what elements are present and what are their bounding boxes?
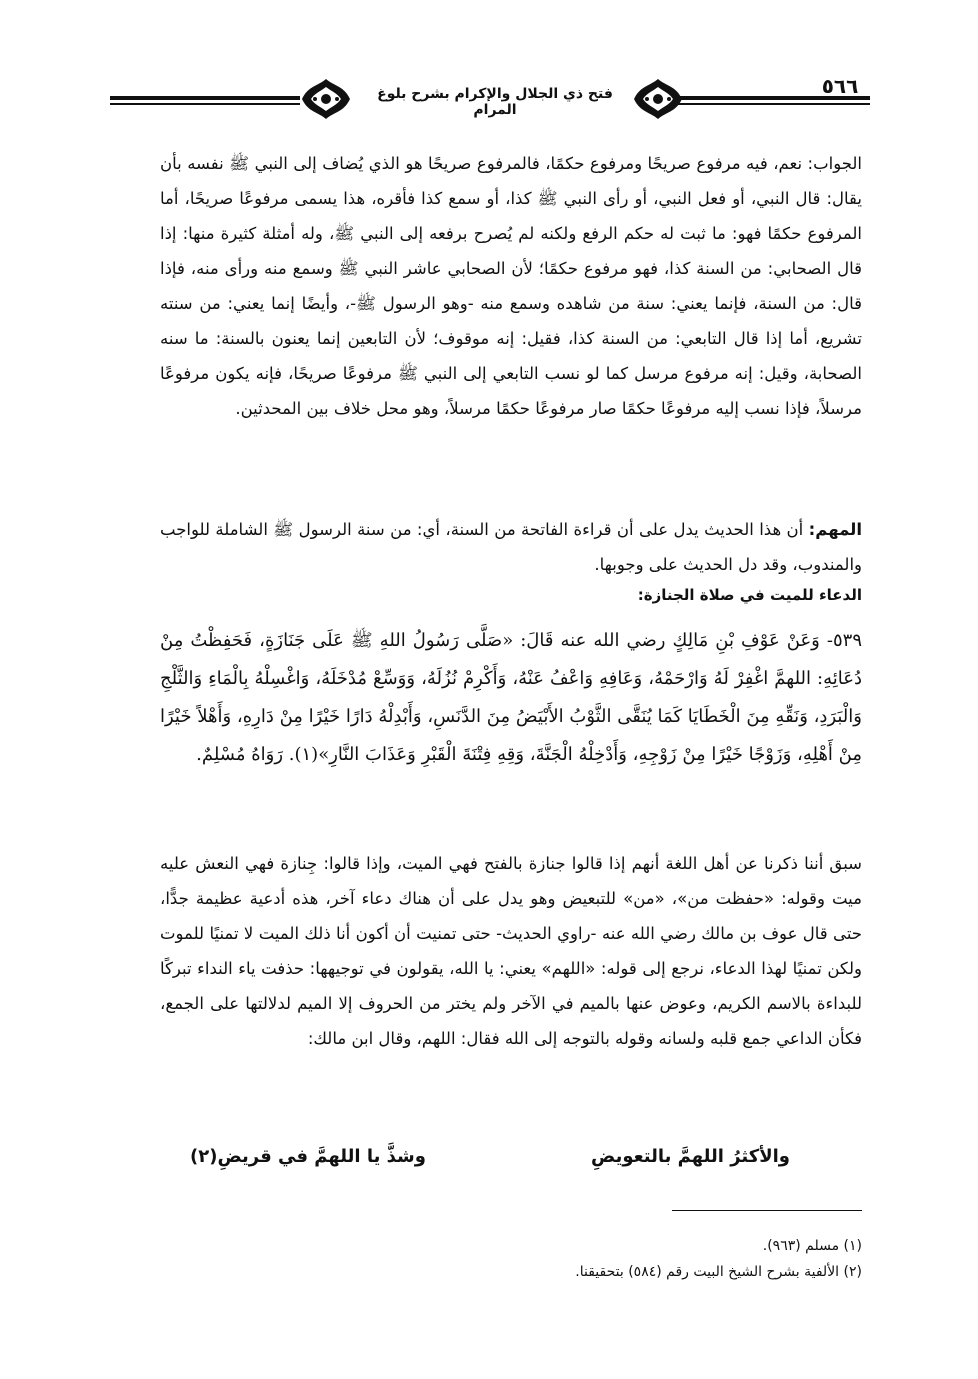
footnote-2: (٢) الألفية بشرح الشيخ البيت رقم (٥٨٤) بتحقيقنا. — [575, 1264, 862, 1280]
page-header — [110, 72, 870, 132]
verse-first-hemistich: والأكثرُ اللهمَّ بالتعويضِ — [591, 1146, 790, 1167]
verse-second-hemistich: وشذَّ يا اللهمَّ في قريضِ(٢) — [190, 1146, 426, 1167]
header-rule-left-thin — [110, 103, 300, 105]
paragraph-important-text: أن هذا الحديث يدل على أن قراءة الفاتحة من السنة، أي: من سنة الرسول ﷺ الشاملة للواجب والمندوب، وقد دل الحديث على وجوبها. — [160, 520, 862, 574]
paragraph-commentary: سبق أننا ذكرنا عن أهل اللغة أنهم إذا قالوا جنازة بالفتح فهي الميت، وإذا قالوا: جِنازة فهي النعش عليه ميت وقوله: «حفظت من»، «من» للتبعيض وهو يدل على أن هناك دعاء آخر، هذه أدعية عظيمة جدًّا، حتى قال عوف بن مالك رضي الله عنه -راوي الحديث- حتى تمنيت أن أكون أنا ذلك الميت لا تمنيًا للموت ولكن تمنيًا لهذا الدعاء، نرجع إلى قوله: «اللهم» يعني: يا الله، يقولون في توجيهها: حذفت ياء النداء تبركًا للبداءة بالاسم الكريم، وعوض عنها بالميم في الآخر ولم يختر من الحروف إلا الميم لدلالتها على الجمع، فكأن الداعي جمع قلبه ولسانه وقوله بالتوجه إلى الله فقال: اللهم، وقال ابن مالك: — [160, 854, 862, 1048]
footnotes — [400, 1233, 862, 1285]
running-title: فتح ذي الجلال والإكرام بشرح بلوغ المرام — [377, 86, 613, 118]
header-rule-right-thin — [675, 103, 870, 105]
hadith-text: ٥٣٩- وَعَنْ عَوْفِ بْنِ مَالِكٍ رضي الله عنه قَالَ: «صَلَّى رَسُولُ اللهِ ﷺ عَلَى جَنَازَةٍ، فَحَفِظْتُ مِنْ دُعَائِهِ: اللهمَّ اغْفِرْ لَهُ وَارْحَمْهُ، وَعَافِهِ وَاعْفُ عَنْهُ، وَأَكْرِمْ نُزُلَهُ، وَوَسِّعْ مُدْخَلَهُ، وَاغْسِلْهُ بِالْمَاءِ وَالثَّلْجِ وَالْبَرَدِ، وَنَقِّهِ مِنَ الْخَطَايَا كَمَا يُنَقَّى الثَّوْبُ الأَبْيَضُ مِنَ الدَّنَسِ، وَأَبْدِلْهُ دَارًا خَيْرًا مِنْ دَارِهِ، وَأَهْلاً خَيْرًا مِنْ أَهْلِهِ، وَزَوْجًا خَيْرًا مِنْ زَوْجِهِ، وَأَدْخِلْهُ الْجَنَّةَ، وَقِهِ فِتْنَةَ الْقَبْرِ وَعَذَابَ النَّارِ»(١). رَوَاهُ مُسْلِمٌ. — [160, 630, 862, 765]
paragraph-important — [160, 512, 862, 582]
page-number: ٥٦٦ — [821, 74, 859, 98]
ornament-left-icon — [298, 76, 354, 122]
paragraph-answer: الجواب: نعم، فيه مرفوع صريحًا ومرفوع حكمًا، فالمرفوع صريحًا هو الذي يُضاف إلى النبي ﷺ نفسه بأن يقال: قال النبي، أو فعل النبي، أو رأى النبي ﷺ كذا، أو سمع كذا فأقره، هذا يسمى مرفوعًا صريحًا، أما المرفوع حكمًا فهو: ما ثبت له حكم الرفع ولكنه لم يُصرح برفعه إلى النبي ﷺ، وله أمثلة كثيرة منها: إذا قال الصحابي: من السنة كذا، فهو مرفوع حكمًا؛ لأن الصحابي عاشر النبي ﷺ وسمع منه ورأى منه، فإذا قال: من السنة، فإنما يعني: سنة من شاهده وسمع منه -وهو الرسول ﷺ-، وأيضًا إنما يعني: من سنته تشريع، أما إذا قال التابعي: من السنة كذا، فقيل: إنه موقوف؛ لأن التابعين إنما يعنون بالسنة: ما سنه الصحابة، وقيل: إنه مرفوع مرسل كما لو نسب التابعي إلى النبي ﷺ مرفوعًا صريحًا، فإنه يكون مرفوعًا مرسلاً، فإذا نسب إليه مرفوعًا حكمًا صار مرفوعًا حكمًا مرسلاً، وهو محل خلاف بين المحدثين. — [160, 154, 862, 418]
section-heading: الدعاء للميت في صلاة الجنازة: — [637, 586, 862, 604]
header-rule-left — [110, 96, 300, 100]
paragraph-important-lead: المهم: — [808, 520, 862, 539]
footnote-divider — [672, 1210, 862, 1211]
poetry-verse — [190, 1146, 790, 1167]
footnote-1: (١) مسلم (٩٦٣). — [762, 1238, 862, 1254]
ornament-right-icon — [630, 76, 686, 122]
